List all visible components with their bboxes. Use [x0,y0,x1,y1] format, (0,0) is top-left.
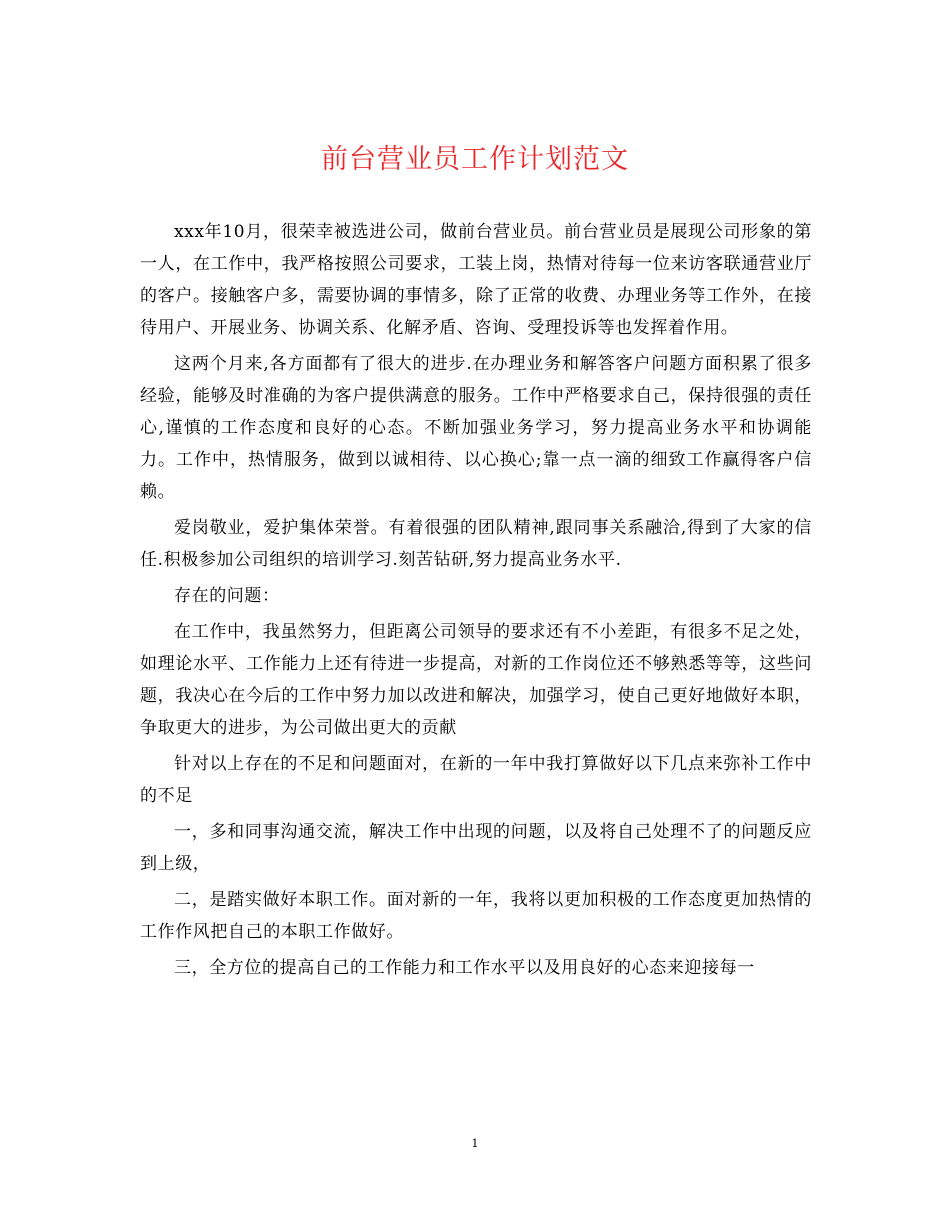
paragraph-intro: xxx年10月，很荣幸被选进公司，做前台营业员。前台营业员是展现公司形象的第一人，在工作中，我严格按照公司要求，工装上岗，热情对待每一位来访客联通营业厅的客户。接触客户多，需要协调的事情多，除了正常的收费、办理业务等工作外，在接待用户、开展业务、协调关系、化解矛盾、咨询、受理投诉等也发挥着作用。 [140,222,812,338]
paragraph-problems-heading: 存在的问题： [174,586,280,606]
paragraph-plan-item-1: 一，多和同事沟通交流，解决工作中出现的问题，以及将自己处理不了的问题反应到上级， [140,822,812,874]
paragraph-plan-item-3: 三，全方位的提高自己的工作能力和工作水平以及用良好的心态来迎接每一 [174,958,755,978]
document-body [140,216,812,988]
paragraph-plan-item-2: 二，是踏实做好本职工作。面对新的一年，我将以更加积极的工作态度更加热情的工作作风把自己的本职工作做好。 [140,890,812,942]
paragraph-problems: 在工作中，我虽然努力，但距离公司领导的要求还有不小差距，有很多不足之处，如理论水平、工作能力上还有待进一步提高，对新的工作岗位还不够熟悉等等，这些问题，我决心在今后的工作中努力加以改进和解决，加强学习，使自己更好地做好本职，争取更大的进步，为公司做出更大的贡献 [140,622,812,738]
page-number: 1 [471,1137,479,1150]
paragraph-progress: 这两个月来,各方面都有了很大的进步.在办理业务和解答客户问题方面积累了很多经验，能够及时准确的为客户提供满意的服务。工作中严格要求自己，保持很强的责任心,谨慎的工作态度和良好的心态。不断加强业务学习，努力提高业务水平和协调能力。工作中，热情服务，做到以诚相待、以心换心;靠一点一滴的细致工作赢得客户信赖。 [140,354,812,502]
paragraph-dedication: 爱岗敬业，爱护集体荣誉。有着很强的团队精神,跟同事关系融洽,得到了大家的信任.积极参加公司组织的培训学习.刻苦钻研,努力提高业务水平. [140,518,812,570]
document-title: 前台营业员工作计划范文 [321,144,629,175]
paragraph-plan-intro: 针对以上存在的不足和问题面对，在新的一年中我打算做好以下几点来弥补工作中的不足 [140,754,812,806]
